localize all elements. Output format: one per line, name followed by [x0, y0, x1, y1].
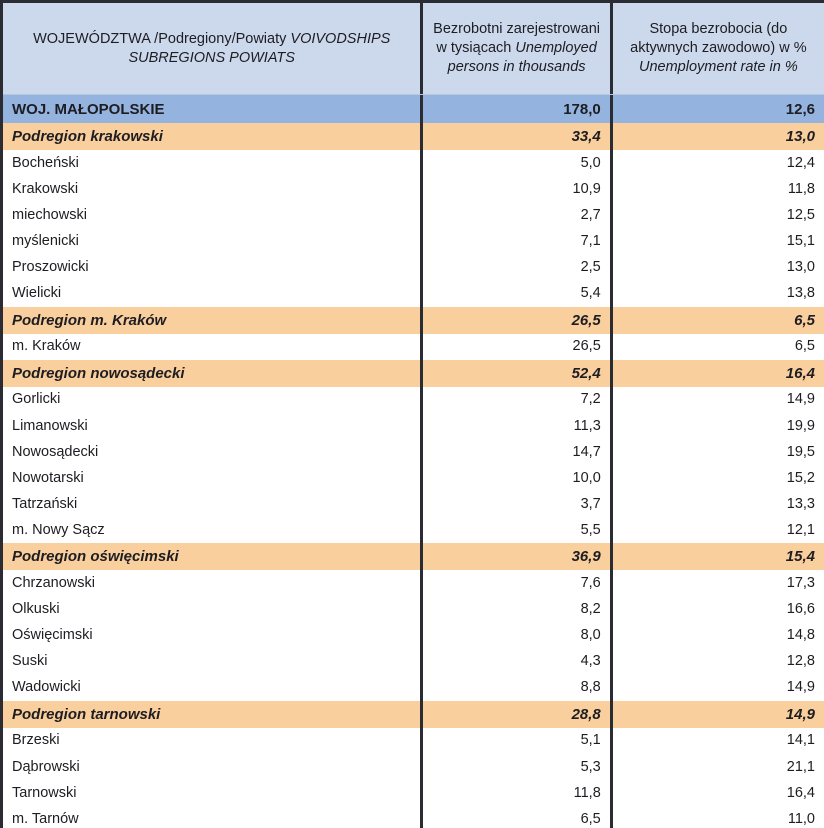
table-body — [3, 95, 824, 828]
cell-unemployed-thousands: 36,9 — [420, 543, 609, 570]
cell-unemployment-rate: 14,9 — [610, 387, 824, 413]
cell-region-name: Krakowski — [12, 180, 79, 197]
table-row[interactable] — [3, 413, 824, 439]
table-row[interactable] — [3, 780, 824, 806]
cell-unemployment-rate: 16,4 — [610, 360, 824, 387]
cell-unemployed-thousands: 5,0 — [420, 150, 609, 176]
cell-unemployed-thousands: 10,0 — [420, 465, 609, 491]
cell-unemployed-thousands: 26,5 — [420, 334, 609, 360]
table-row[interactable] — [3, 517, 824, 543]
cell-region-name: Brzeski — [12, 732, 60, 749]
table-row[interactable] — [3, 543, 824, 570]
cell-region-name: Olkuski — [12, 601, 60, 618]
table-row[interactable] — [3, 649, 824, 675]
column-header-rate-en: Unemployment rate in % — [639, 58, 798, 75]
table-row[interactable] — [3, 806, 824, 828]
cell-unemployment-rate: 13,8 — [610, 280, 824, 306]
cell-unemployed-thousands: 11,8 — [420, 780, 609, 806]
cell-region-name: Dąbrowski — [12, 758, 80, 775]
column-header-rate — [610, 3, 824, 94]
cell-region-name: Chrzanowski — [12, 575, 95, 592]
cell-unemployed-thousands: 178,0 — [420, 95, 609, 123]
cell-unemployment-rate: 12,6 — [610, 95, 824, 123]
cell-unemployment-rate: 19,5 — [610, 439, 824, 465]
cell-region-name: Podregion oświęcimski — [12, 548, 179, 566]
cell-unemployment-rate: 19,9 — [610, 413, 824, 439]
cell-unemployment-rate: 12,8 — [610, 649, 824, 675]
table-row[interactable] — [3, 439, 824, 465]
cell-unemployment-rate: 11,8 — [610, 176, 824, 202]
cell-region-name: Podregion krakowski — [12, 128, 163, 145]
cell-region-name: Podregion tarnowski — [12, 705, 161, 723]
cell-region-name: m. Tarnów — [12, 810, 79, 827]
cell-unemployed-thousands: 2,7 — [420, 202, 609, 228]
cell-region-name: Proszowicki — [12, 259, 89, 276]
table-row[interactable] — [3, 360, 824, 387]
cell-unemployment-rate: 16,6 — [610, 596, 824, 622]
cell-region-name: Nowotarski — [12, 469, 84, 486]
cell-unemployment-rate: 12,4 — [610, 150, 824, 176]
cell-unemployed-thousands: 4,3 — [420, 649, 609, 675]
cell-unemployed-thousands: 8,2 — [420, 596, 609, 622]
cell-unemployment-rate: 15,1 — [610, 228, 824, 254]
cell-unemployed-thousands: 2,5 — [420, 254, 609, 280]
cell-unemployed-thousands: 8,8 — [420, 675, 609, 701]
column-header-region — [3, 3, 420, 94]
cell-unemployed-thousands: 3,7 — [420, 491, 609, 517]
cell-region-name: WOJ. MAŁOPOLSKIE — [12, 100, 165, 118]
table-row[interactable] — [3, 465, 824, 491]
cell-region-name: m. Kraków — [12, 338, 81, 355]
cell-unemployed-thousands: 11,3 — [420, 413, 609, 439]
cell-unemployed-thousands: 8,0 — [420, 622, 609, 648]
table-row[interactable] — [3, 228, 824, 254]
table-row[interactable] — [3, 123, 824, 150]
cell-unemployed-thousands: 5,4 — [420, 280, 609, 306]
cell-region-name: Wielicki — [12, 285, 62, 302]
cell-unemployed-thousands: 52,4 — [420, 360, 609, 387]
cell-unemployment-rate: 13,0 — [610, 123, 824, 150]
table-row[interactable] — [3, 202, 824, 228]
cell-unemployed-thousands: 10,9 — [420, 176, 609, 202]
cell-unemployment-rate: 15,2 — [610, 465, 824, 491]
cell-unemployed-thousands: 7,1 — [420, 228, 609, 254]
column-header-rate-pl: Stopa bezrobocia (do aktywnych zawodowo) w % — [630, 21, 807, 57]
cell-region-name: Suski — [12, 653, 48, 670]
table-row[interactable] — [3, 150, 824, 176]
cell-region-name: m. Nowy Sącz — [12, 521, 105, 538]
cell-unemployment-rate: 14,8 — [610, 622, 824, 648]
column-header-unemployed-en: Unemployed persons in thousands — [447, 40, 597, 75]
cell-region-name: myślenicki — [12, 233, 79, 250]
table-row[interactable] — [3, 176, 824, 202]
cell-region-name: Podregion m. Kraków — [12, 311, 167, 329]
column-header-region-pl: WOJEWÓDZTWA /Podregiony/Powiaty — [33, 30, 291, 47]
cell-region-name: Bocheński — [12, 154, 79, 171]
cell-unemployment-rate: 21,1 — [610, 754, 824, 780]
table-row[interactable] — [3, 95, 824, 123]
column-header-unemployed-pl: Bezrobotni zarejestrowani w tysiącach — [433, 21, 601, 57]
cell-unemployed-thousands: 7,6 — [420, 570, 609, 596]
cell-region-name: Nowosądecki — [12, 443, 99, 460]
cell-region-name: miechowski — [12, 206, 87, 223]
cell-unemployment-rate: 6,5 — [610, 334, 824, 360]
cell-unemployment-rate: 12,5 — [610, 202, 824, 228]
cell-unemployment-rate: 17,3 — [610, 570, 824, 596]
cell-unemployment-rate: 6,5 — [610, 307, 824, 334]
cell-unemployed-thousands: 28,8 — [420, 701, 609, 728]
table-row[interactable] — [3, 675, 824, 701]
cell-unemployed-thousands: 5,3 — [420, 754, 609, 780]
column-header-region-en: VOIVODSHIPS SUBREGIONS POWIATS — [128, 30, 391, 66]
cell-region-name: Gorlicki — [12, 391, 61, 408]
cell-unemployment-rate: 14,9 — [610, 675, 824, 701]
cell-region-name: Wadowicki — [12, 679, 81, 696]
table-row[interactable] — [3, 622, 824, 648]
table-row[interactable] — [3, 754, 824, 780]
cell-region-name: Tarnowski — [12, 784, 77, 801]
table-row[interactable] — [3, 491, 824, 517]
table-row[interactable] — [3, 334, 824, 360]
cell-region-name: Podregion nowosądecki — [12, 364, 185, 382]
cell-unemployed-thousands: 5,1 — [420, 728, 609, 754]
cell-unemployment-rate: 12,1 — [610, 517, 824, 543]
table-row[interactable] — [3, 701, 824, 728]
table-row[interactable] — [3, 280, 824, 306]
cell-unemployment-rate: 14,9 — [610, 701, 824, 728]
cell-unemployment-rate: 13,0 — [610, 254, 824, 280]
cell-unemployment-rate: 15,4 — [610, 543, 824, 570]
cell-unemployed-thousands: 6,5 — [420, 806, 609, 828]
cell-region-name: Oświęcimski — [12, 627, 93, 644]
table-row[interactable] — [3, 570, 824, 596]
table-row[interactable] — [3, 254, 824, 280]
cell-unemployed-thousands: 26,5 — [420, 307, 609, 334]
cell-unemployment-rate: 11,0 — [610, 806, 824, 828]
cell-unemployment-rate: 14,1 — [610, 728, 824, 754]
cell-unemployed-thousands: 5,5 — [420, 517, 609, 543]
cell-unemployment-rate: 13,3 — [610, 491, 824, 517]
cell-region-name: Limanowski — [12, 417, 88, 434]
cell-region-name: Tatrzański — [12, 495, 78, 512]
cell-unemployed-thousands: 33,4 — [420, 123, 609, 150]
cell-unemployed-thousands: 7,2 — [420, 387, 609, 413]
table-header-row — [3, 3, 824, 95]
cell-unemployment-rate: 16,4 — [610, 780, 824, 806]
table-row[interactable] — [3, 596, 824, 622]
table-row[interactable] — [3, 728, 824, 754]
table-row[interactable] — [3, 307, 824, 334]
cell-unemployed-thousands: 14,7 — [420, 439, 609, 465]
column-header-unemployed — [420, 3, 609, 94]
table-row[interactable] — [3, 387, 824, 413]
